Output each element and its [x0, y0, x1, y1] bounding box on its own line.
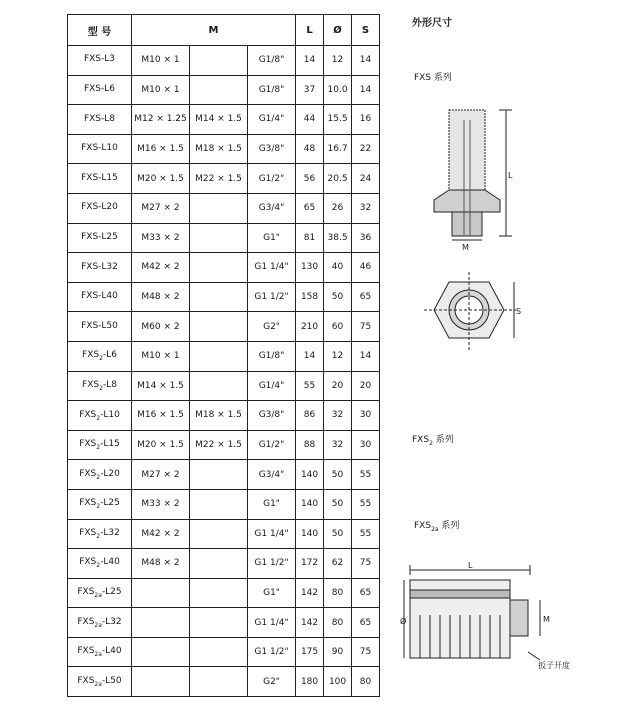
table-row — [68, 489, 380, 519]
model-cell: $FXS_2-L25$ — [68, 489, 132, 519]
m-metric-cell: M60 × 2 — [132, 312, 190, 342]
m-metric-alt-cell: M18 × 1.5 — [190, 401, 248, 431]
m-pipe-thread-cell: G3/4" — [248, 193, 296, 223]
m-pipe-thread-cell: G3/4" — [248, 460, 296, 490]
m-pipe-thread-cell: G1" — [248, 578, 296, 608]
dia-cell: 15.5 — [324, 105, 352, 135]
dia-cell: 26 — [324, 193, 352, 223]
m-pipe-thread-cell: G1/2" — [248, 164, 296, 194]
s-cell: 14 — [352, 75, 380, 105]
m-metric-alt-cell — [190, 371, 248, 401]
table-row — [68, 549, 380, 579]
fxs-top-view-drawing — [424, 270, 534, 360]
dia-cell: 12 — [324, 46, 352, 76]
model-cell: $FXS_2-L6$ — [68, 341, 132, 371]
l-cell: 140 — [296, 489, 324, 519]
m-pipe-thread-cell: G1/4" — [248, 371, 296, 401]
m-metric-alt-cell: M14 × 1.5 — [190, 105, 248, 135]
model-cell: $FXS_2-L10$ — [68, 401, 132, 431]
dia-cell: 20 — [324, 371, 352, 401]
l-cell: 180 — [296, 667, 324, 697]
l-cell: 14 — [296, 341, 324, 371]
m-pipe-thread-cell: G1/4" — [248, 105, 296, 135]
model-cell: FXS-L50 — [68, 312, 132, 342]
l-cell: 158 — [296, 282, 324, 312]
model-cell: $FXS_2-L15$ — [68, 430, 132, 460]
s-cell: 22 — [352, 134, 380, 164]
series-fxs2-label: $FXS_2$ 系列 — [412, 435, 454, 447]
l-cell: 65 — [296, 193, 324, 223]
model-cell: FXS-L20 — [68, 193, 132, 223]
model-cell: FXS-L6 — [68, 75, 132, 105]
s-cell: 65 — [352, 578, 380, 608]
header-model: 型 号 — [68, 15, 132, 46]
s-cell: 24 — [352, 164, 380, 194]
l-cell: 175 — [296, 637, 324, 667]
m-pipe-thread-cell: G2" — [248, 312, 296, 342]
dia-cell: 80 — [324, 578, 352, 608]
m-metric-alt-cell — [190, 193, 248, 223]
s-cell: 75 — [352, 549, 380, 579]
dia-cell: 50 — [324, 519, 352, 549]
dia-cell: 62 — [324, 549, 352, 579]
m-metric-cell: M27 × 2 — [132, 460, 190, 490]
m-metric-alt-cell — [190, 460, 248, 490]
s-cell: 30 — [352, 430, 380, 460]
model-cell: $FXS_{2a}-L40$ — [68, 637, 132, 667]
l-cell: 44 — [296, 105, 324, 135]
s-cell: 32 — [352, 193, 380, 223]
m-pipe-thread-cell: G3/8" — [248, 134, 296, 164]
table-row — [68, 75, 380, 105]
m-metric-alt-cell — [190, 223, 248, 253]
l-cell: 56 — [296, 164, 324, 194]
fxs2a-dim-phi: Ø — [400, 617, 407, 626]
m-metric-cell: M10 × 1 — [132, 75, 190, 105]
header-s: S — [352, 15, 380, 46]
model-cell: FXS-L32 — [68, 253, 132, 283]
table-row — [68, 401, 380, 431]
model-cell: $FXS_2-L32$ — [68, 519, 132, 549]
model-cell: $FXS_{2a}-L25$ — [68, 578, 132, 608]
table-row — [68, 578, 380, 608]
fxs2a-dim-l: L — [468, 561, 473, 570]
m-pipe-thread-cell: G1" — [248, 223, 296, 253]
m-metric-alt-cell — [190, 489, 248, 519]
l-cell: 37 — [296, 75, 324, 105]
dia-cell: 50 — [324, 460, 352, 490]
l-cell: 210 — [296, 312, 324, 342]
table-row — [68, 134, 380, 164]
m-metric-cell: M42 × 2 — [132, 519, 190, 549]
fxs-side-view-drawing — [424, 100, 534, 260]
s-cell: 75 — [352, 312, 380, 342]
dia-cell: 90 — [324, 637, 352, 667]
dia-cell: 40 — [324, 253, 352, 283]
wrench-size-label: 扳子开度 — [538, 661, 570, 670]
table-row — [68, 608, 380, 638]
m-pipe-thread-cell: G1 1/2" — [248, 637, 296, 667]
l-cell: 81 — [296, 223, 324, 253]
m-metric-alt-cell: M22 × 1.5 — [190, 430, 248, 460]
series-fxs2a-label: $FXS_{2a}$ 系列 — [414, 521, 460, 533]
m-metric-cell: M48 × 2 — [132, 282, 190, 312]
table-row — [68, 460, 380, 490]
fxs-dim-l: L — [508, 171, 513, 180]
l-cell: 140 — [296, 460, 324, 490]
fxs2a-dim-m: M — [543, 615, 550, 624]
m-metric-cell: M14 × 1.5 — [132, 371, 190, 401]
table-row — [68, 193, 380, 223]
l-cell: 142 — [296, 608, 324, 638]
dia-cell: 16.7 — [324, 134, 352, 164]
m-metric-alt-cell: M22 × 1.5 — [190, 164, 248, 194]
m-metric-alt-cell — [190, 312, 248, 342]
l-cell: 172 — [296, 549, 324, 579]
m-pipe-thread-cell: G3/8" — [248, 401, 296, 431]
m-metric-cell: M16 × 1.5 — [132, 401, 190, 431]
dia-cell: 32 — [324, 430, 352, 460]
table-row — [68, 253, 380, 283]
model-cell: FXS-L25 — [68, 223, 132, 253]
dia-cell: 32 — [324, 401, 352, 431]
fxs2a-side-view-drawing — [400, 560, 600, 680]
m-metric-alt-cell — [190, 637, 248, 667]
model-cell: FXS-L40 — [68, 282, 132, 312]
m-pipe-thread-cell: G1 1/4" — [248, 519, 296, 549]
m-pipe-thread-cell: G2" — [248, 667, 296, 697]
model-cell: FXS-L15 — [68, 164, 132, 194]
fxs-dim-s: S — [516, 307, 522, 316]
dia-cell: 50 — [324, 489, 352, 519]
m-metric-cell — [132, 637, 190, 667]
dia-cell: 38.5 — [324, 223, 352, 253]
table-row — [68, 519, 380, 549]
model-cell: $FXS_2-L20$ — [68, 460, 132, 490]
m-metric-alt-cell — [190, 578, 248, 608]
l-cell: 14 — [296, 46, 324, 76]
m-pipe-thread-cell: G1 1/4" — [248, 253, 296, 283]
table-row — [68, 667, 380, 697]
s-cell: 65 — [352, 282, 380, 312]
m-metric-alt-cell — [190, 282, 248, 312]
dia-cell: 10.0 — [324, 75, 352, 105]
m-metric-alt-cell — [190, 549, 248, 579]
table-body — [68, 46, 380, 697]
model-cell: $FXS_{2a}-L50$ — [68, 667, 132, 697]
dia-cell: 12 — [324, 341, 352, 371]
m-metric-cell — [132, 608, 190, 638]
s-cell: 80 — [352, 667, 380, 697]
model-cell: FXS-L8 — [68, 105, 132, 135]
table-row — [68, 312, 380, 342]
l-cell: 130 — [296, 253, 324, 283]
table-row — [68, 105, 380, 135]
m-metric-cell: M10 × 1 — [132, 341, 190, 371]
m-metric-cell: M10 × 1 — [132, 46, 190, 76]
table-row — [68, 46, 380, 76]
m-metric-alt-cell — [190, 341, 248, 371]
model-cell: FXS-L10 — [68, 134, 132, 164]
m-metric-cell: M48 × 2 — [132, 549, 190, 579]
m-pipe-thread-cell: G1" — [248, 489, 296, 519]
l-cell: 86 — [296, 401, 324, 431]
s-cell: 16 — [352, 105, 380, 135]
m-metric-alt-cell: M18 × 1.5 — [190, 134, 248, 164]
header-m: M — [132, 15, 296, 46]
m-pipe-thread-cell: G1/2" — [248, 430, 296, 460]
table-row — [68, 371, 380, 401]
table-row — [68, 282, 380, 312]
m-metric-alt-cell — [190, 667, 248, 697]
model-cell: $FXS_2-L40$ — [68, 549, 132, 579]
m-metric-cell: M16 × 1.5 — [132, 134, 190, 164]
dia-cell: 20.5 — [324, 164, 352, 194]
m-pipe-thread-cell: G1/8" — [248, 341, 296, 371]
m-metric-alt-cell — [190, 46, 248, 76]
m-metric-cell — [132, 578, 190, 608]
m-metric-cell: M20 × 1.5 — [132, 164, 190, 194]
model-cell: $FXS_{2a}-L32$ — [68, 608, 132, 638]
m-metric-alt-cell — [190, 519, 248, 549]
fxs-dim-m: M — [462, 243, 469, 252]
m-metric-cell: M33 × 2 — [132, 223, 190, 253]
s-cell: 14 — [352, 341, 380, 371]
m-metric-alt-cell — [190, 75, 248, 105]
dia-cell: 50 — [324, 282, 352, 312]
m-metric-cell: M33 × 2 — [132, 489, 190, 519]
s-cell: 36 — [352, 223, 380, 253]
series-fxs-label: FXS 系列 — [414, 73, 452, 83]
l-cell: 55 — [296, 371, 324, 401]
m-pipe-thread-cell: G1 1/2" — [248, 282, 296, 312]
model-cell: FXS-L3 — [68, 46, 132, 76]
table-row — [68, 430, 380, 460]
table-row — [68, 223, 380, 253]
m-pipe-thread-cell: G1/8" — [248, 75, 296, 105]
m-metric-cell: M12 × 1.25 — [132, 105, 190, 135]
l-cell: 88 — [296, 430, 324, 460]
m-metric-alt-cell — [190, 608, 248, 638]
header-l: L — [296, 15, 324, 46]
s-cell: 30 — [352, 401, 380, 431]
dia-cell: 80 — [324, 608, 352, 638]
s-cell: 55 — [352, 489, 380, 519]
m-metric-cell: M27 × 2 — [132, 193, 190, 223]
l-cell: 140 — [296, 519, 324, 549]
s-cell: 20 — [352, 371, 380, 401]
m-metric-alt-cell — [190, 253, 248, 283]
l-cell: 142 — [296, 578, 324, 608]
section-title: 外形尺寸 — [412, 18, 452, 29]
table-row — [68, 637, 380, 667]
m-metric-cell: M20 × 1.5 — [132, 430, 190, 460]
l-cell: 48 — [296, 134, 324, 164]
spec-table — [67, 14, 380, 697]
dia-cell: 100 — [324, 667, 352, 697]
m-metric-cell — [132, 667, 190, 697]
m-metric-cell: M42 × 2 — [132, 253, 190, 283]
s-cell: 75 — [352, 637, 380, 667]
table-row — [68, 341, 380, 371]
s-cell: 55 — [352, 460, 380, 490]
m-pipe-thread-cell: G1 1/2" — [248, 549, 296, 579]
s-cell: 14 — [352, 46, 380, 76]
model-cell: $FXS_2-L8$ — [68, 371, 132, 401]
m-pipe-thread-cell: G1 1/4" — [248, 608, 296, 638]
s-cell: 55 — [352, 519, 380, 549]
dia-cell: 60 — [324, 312, 352, 342]
table-row — [68, 164, 380, 194]
table-header-row — [68, 15, 380, 46]
s-cell: 65 — [352, 608, 380, 638]
header-dia: Ø — [324, 15, 352, 46]
m-pipe-thread-cell: G1/8" — [248, 46, 296, 76]
s-cell: 46 — [352, 253, 380, 283]
